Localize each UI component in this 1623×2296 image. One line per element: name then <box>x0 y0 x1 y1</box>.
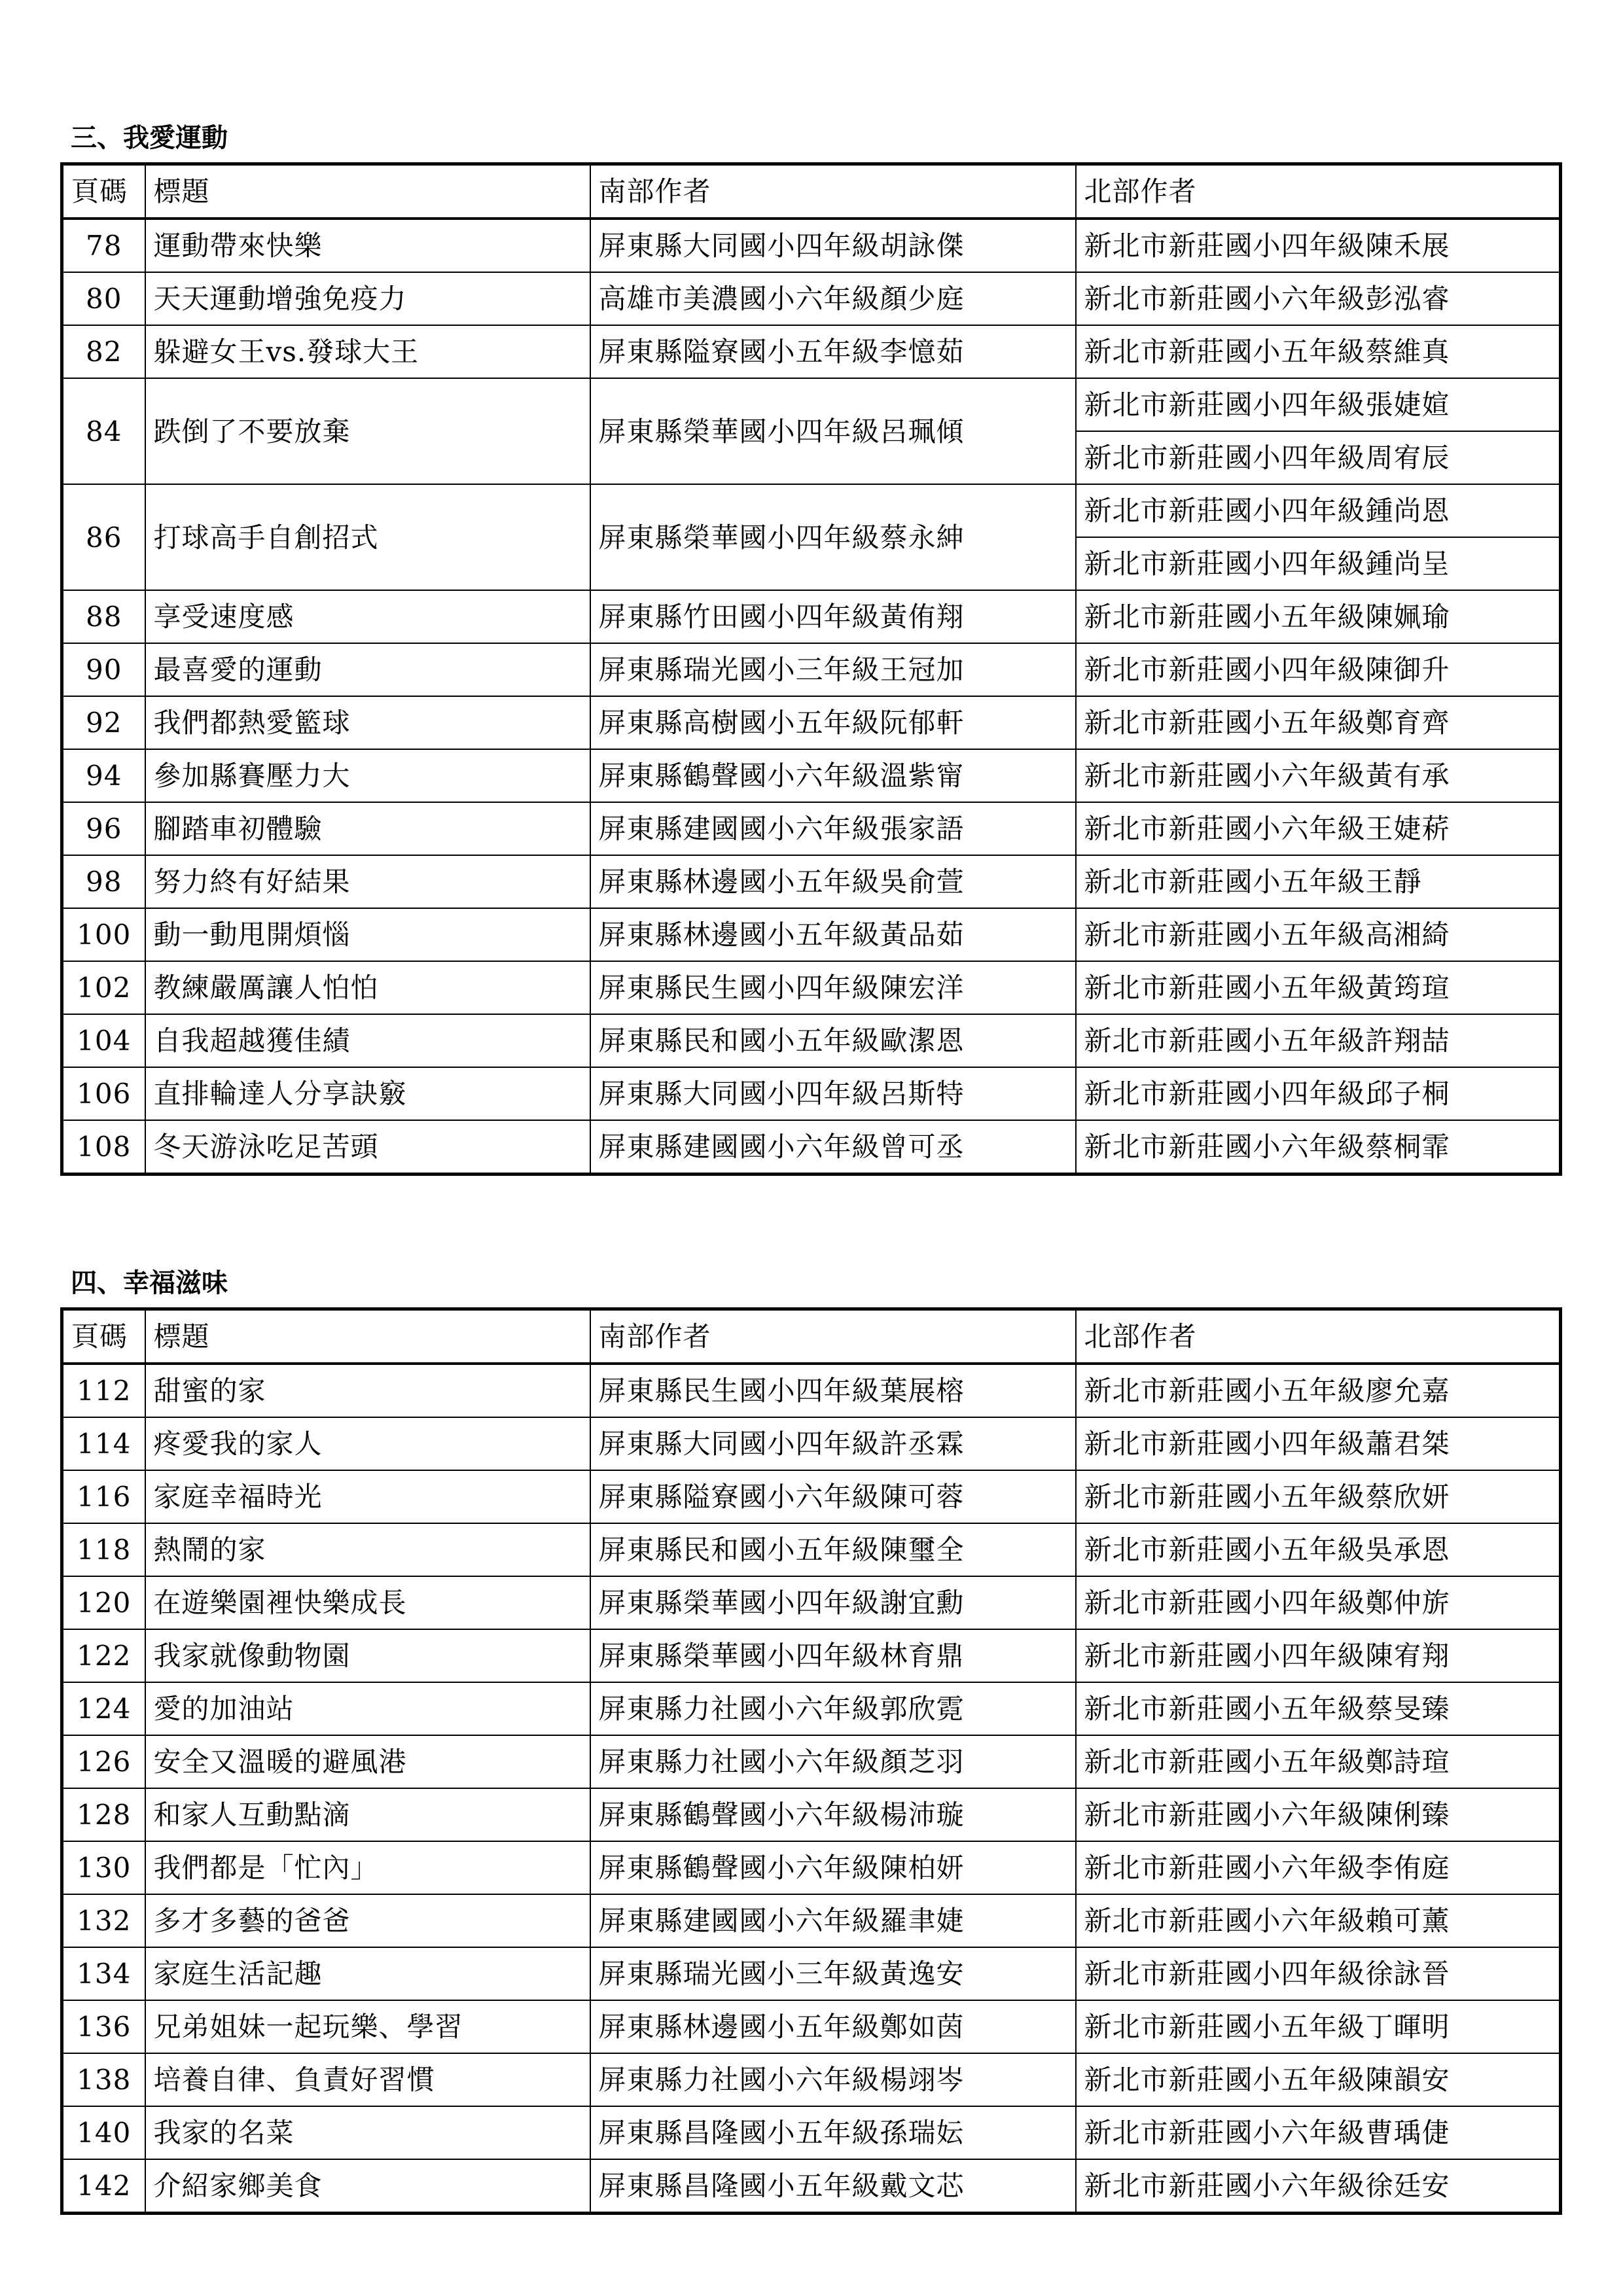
north-author: 新北市新莊國小五年級蔡欣妍 <box>1076 1470 1561 1523</box>
article-title: 跌倒了不要放棄 <box>145 378 590 484</box>
north-author: 新北市新莊國小四年級陳禾展 <box>1076 219 1561 272</box>
south-author: 屏東縣建國國小六年級曾可丞 <box>590 1120 1076 1174</box>
page-number: 92 <box>62 696 145 749</box>
south-author: 屏東縣高樹國小五年級阮郁軒 <box>590 696 1076 749</box>
page-number: 134 <box>62 1947 145 2000</box>
table-row <box>62 855 1561 908</box>
north-author: 新北市新莊國小四年級周宥辰 <box>1076 431 1561 484</box>
table-row <box>62 325 1561 378</box>
north-author: 新北市新莊國小四年級邱子桐 <box>1076 1067 1561 1120</box>
page-number: 112 <box>62 1364 145 1417</box>
article-title: 我們都熱愛籃球 <box>145 696 590 749</box>
page-number: 82 <box>62 325 145 378</box>
south-author: 屏東縣力社國小六年級郭欣霓 <box>590 1682 1076 1735</box>
south-author: 屏東縣民生國小四年級葉展榕 <box>590 1364 1076 1417</box>
article-title: 在遊樂園裡快樂成長 <box>145 1576 590 1629</box>
south-author: 屏東縣瑞光國小三年級黃逸安 <box>590 1947 1076 2000</box>
table-row <box>62 802 1561 855</box>
article-title: 運動帶來快樂 <box>145 219 590 272</box>
article-title: 努力終有好結果 <box>145 855 590 908</box>
north-author: 新北市新莊國小五年級蔡旻臻 <box>1076 1682 1561 1735</box>
article-title: 最喜愛的運動 <box>145 643 590 696</box>
north-author: 新北市新莊國小六年級王婕菥 <box>1076 802 1561 855</box>
article-title: 兄弟姐妹一起玩樂、學習 <box>145 2000 590 2053</box>
article-title: 打球高手自創招式 <box>145 484 590 590</box>
north-author: 新北市新莊國小五年級丁暉明 <box>1076 2000 1561 2053</box>
south-author: 屏東縣竹田國小四年級黃侑翔 <box>590 590 1076 643</box>
table-row <box>62 961 1561 1014</box>
article-title: 天天運動增強免疫力 <box>145 272 590 325</box>
table-row <box>62 378 1561 431</box>
north-author: 新北市新莊國小五年級吳承恩 <box>1076 1523 1561 1576</box>
page-number: 120 <box>62 1576 145 1629</box>
north-author: 新北市新莊國小五年級蔡維真 <box>1076 325 1561 378</box>
south-author: 屏東縣鶴聲國小六年級楊沛璇 <box>590 1788 1076 1841</box>
header-page: 頁碼 <box>62 164 145 219</box>
table-row <box>62 1894 1561 1947</box>
table-row <box>62 2053 1561 2106</box>
header-page: 頁碼 <box>62 1309 145 1364</box>
table-row <box>62 484 1561 537</box>
north-author: 新北市新莊國小五年級鄭詩瑄 <box>1076 1735 1561 1788</box>
page-number: 88 <box>62 590 145 643</box>
north-author: 新北市新莊國小四年級鍾尚恩 <box>1076 484 1561 537</box>
page-number: 142 <box>62 2159 145 2214</box>
article-title: 家庭生活記趣 <box>145 1947 590 2000</box>
article-title: 安全又溫暖的避風港 <box>145 1735 590 1788</box>
south-author: 屏東縣力社國小六年級楊翊岑 <box>590 2053 1076 2106</box>
south-author: 屏東縣民和國小五年級陳璽全 <box>590 1523 1076 1576</box>
north-author: 新北市新莊國小四年級鄭仲旂 <box>1076 1576 1561 1629</box>
north-author: 新北市新莊國小四年級陳宥翔 <box>1076 1629 1561 1682</box>
south-author: 屏東縣林邊國小五年級鄭如茵 <box>590 2000 1076 2053</box>
table-row <box>62 1947 1561 2000</box>
section-title-family: 四、幸福滋味 <box>71 1268 228 1298</box>
north-author: 新北市新莊國小六年級彭泓睿 <box>1076 272 1561 325</box>
south-author: 屏東縣力社國小六年級顏芝羽 <box>590 1735 1076 1788</box>
north-author: 新北市新莊國小五年級黃筠瑄 <box>1076 961 1561 1014</box>
article-title: 教練嚴厲讓人怕怕 <box>145 961 590 1014</box>
north-author: 新北市新莊國小四年級陳御升 <box>1076 643 1561 696</box>
article-title: 多才多藝的爸爸 <box>145 1894 590 1947</box>
south-author: 屏東縣瑞光國小三年級王冠加 <box>590 643 1076 696</box>
table-row <box>62 1523 1561 1576</box>
page-number: 84 <box>62 378 145 484</box>
page-number: 114 <box>62 1417 145 1470</box>
north-author: 新北市新莊國小六年級李侑庭 <box>1076 1841 1561 1894</box>
south-author: 屏東縣榮華國小四年級謝宜勳 <box>590 1576 1076 1629</box>
section-title-sports: 三、我愛運動 <box>71 123 228 153</box>
north-author: 新北市新莊國小六年級陳俐臻 <box>1076 1788 1561 1841</box>
header-title: 標題 <box>145 1309 590 1364</box>
table-row <box>62 1629 1561 1682</box>
table-header-row <box>62 164 1561 219</box>
north-author: 新北市新莊國小五年級高湘綺 <box>1076 908 1561 961</box>
article-title: 享受速度感 <box>145 590 590 643</box>
page-number: 94 <box>62 749 145 802</box>
page-number: 80 <box>62 272 145 325</box>
table-row <box>62 1067 1561 1120</box>
page-number: 130 <box>62 1841 145 1894</box>
article-title: 冬天游泳吃足苦頭 <box>145 1120 590 1174</box>
north-author: 新北市新莊國小五年級陳韻安 <box>1076 2053 1561 2106</box>
article-title: 我家的名菜 <box>145 2106 590 2159</box>
north-author: 新北市新莊國小六年級徐廷安 <box>1076 2159 1561 2214</box>
page-number: 90 <box>62 643 145 696</box>
north-author: 新北市新莊國小五年級陳姵瑜 <box>1076 590 1561 643</box>
table-row <box>62 696 1561 749</box>
table-row <box>62 1364 1561 1417</box>
article-title: 疼愛我的家人 <box>145 1417 590 1470</box>
page-number: 106 <box>62 1067 145 1120</box>
north-author: 新北市新莊國小四年級張婕媗 <box>1076 378 1561 431</box>
table-row <box>62 1014 1561 1067</box>
table-row <box>62 1841 1561 1894</box>
page-number: 126 <box>62 1735 145 1788</box>
article-title: 動一動甩開煩惱 <box>145 908 590 961</box>
table-header-row <box>62 1309 1561 1364</box>
south-author: 屏東縣鶴聲國小六年級溫紫甯 <box>590 749 1076 802</box>
north-author: 新北市新莊國小四年級鍾尚呈 <box>1076 537 1561 590</box>
header-title: 標題 <box>145 164 590 219</box>
page-number: 104 <box>62 1014 145 1067</box>
north-author: 新北市新莊國小四年級蕭君桀 <box>1076 1417 1561 1470</box>
page-number: 140 <box>62 2106 145 2159</box>
table-row <box>62 749 1561 802</box>
page-number: 100 <box>62 908 145 961</box>
page-number: 136 <box>62 2000 145 2053</box>
table-row <box>62 1682 1561 1735</box>
table-row <box>62 2000 1561 2053</box>
table-row <box>62 590 1561 643</box>
header-north-author: 北部作者 <box>1076 164 1561 219</box>
header-south-author: 南部作者 <box>590 1309 1076 1364</box>
table-row <box>62 1120 1561 1174</box>
south-author: 屏東縣林邊國小五年級吳俞萱 <box>590 855 1076 908</box>
north-author: 新北市新莊國小六年級蔡桐霏 <box>1076 1120 1561 1174</box>
page-number: 118 <box>62 1523 145 1576</box>
article-title: 腳踏車初體驗 <box>145 802 590 855</box>
north-author: 新北市新莊國小六年級曹瑀倢 <box>1076 2106 1561 2159</box>
article-title: 熱鬧的家 <box>145 1523 590 1576</box>
north-author: 新北市新莊國小四年級徐詠晉 <box>1076 1947 1561 2000</box>
south-author: 屏東縣建國國小六年級張家語 <box>590 802 1076 855</box>
page-number: 138 <box>62 2053 145 2106</box>
table-row <box>62 1470 1561 1523</box>
page-number: 78 <box>62 219 145 272</box>
article-title: 和家人互動點滴 <box>145 1788 590 1841</box>
south-author: 屏東縣民和國小五年級歐潔恩 <box>590 1014 1076 1067</box>
page-number: 86 <box>62 484 145 590</box>
page-number: 102 <box>62 961 145 1014</box>
header-north-author: 北部作者 <box>1076 1309 1561 1364</box>
south-author: 高雄市美濃國小六年級顏少庭 <box>590 272 1076 325</box>
table-row <box>62 1576 1561 1629</box>
table-row <box>62 643 1561 696</box>
toc-table-sports <box>60 162 1562 1176</box>
south-author: 屏東縣隘寮國小六年級陳可蓉 <box>590 1470 1076 1523</box>
table-row <box>62 1417 1561 1470</box>
article-title: 我家就像動物園 <box>145 1629 590 1682</box>
toc-body <box>62 164 1561 1174</box>
article-title: 培養自律、負責好習慣 <box>145 2053 590 2106</box>
south-author: 屏東縣建國國小六年級羅聿婕 <box>590 1894 1076 1947</box>
page-number: 108 <box>62 1120 145 1174</box>
page-number: 122 <box>62 1629 145 1682</box>
north-author: 新北市新莊國小六年級賴可薰 <box>1076 1894 1561 1947</box>
table-row <box>62 908 1561 961</box>
north-author: 新北市新莊國小五年級廖允嘉 <box>1076 1364 1561 1417</box>
south-author: 屏東縣昌隆國小五年級孫瑞妘 <box>590 2106 1076 2159</box>
article-title: 甜蜜的家 <box>145 1364 590 1417</box>
table-row <box>62 2106 1561 2159</box>
south-author: 屏東縣榮華國小四年級蔡永紳 <box>590 484 1076 590</box>
north-author: 新北市新莊國小五年級王靜 <box>1076 855 1561 908</box>
toc-table-family <box>60 1307 1562 2215</box>
south-author: 屏東縣大同國小四年級許丞霖 <box>590 1417 1076 1470</box>
table-row <box>62 219 1561 272</box>
page-number: 116 <box>62 1470 145 1523</box>
article-title: 愛的加油站 <box>145 1682 590 1735</box>
article-title: 直排輪達人分享訣竅 <box>145 1067 590 1120</box>
south-author: 屏東縣昌隆國小五年級戴文芯 <box>590 2159 1076 2214</box>
table-row <box>62 1788 1561 1841</box>
north-author: 新北市新莊國小六年級黃有承 <box>1076 749 1561 802</box>
page-number: 132 <box>62 1894 145 1947</box>
article-title: 參加縣賽壓力大 <box>145 749 590 802</box>
page-number: 128 <box>62 1788 145 1841</box>
south-author: 屏東縣隘寮國小五年級李憶茹 <box>590 325 1076 378</box>
page-number: 98 <box>62 855 145 908</box>
table-row <box>62 272 1561 325</box>
article-title: 躲避女王vs.發球大王 <box>145 325 590 378</box>
south-author: 屏東縣榮華國小四年級呂珮傾 <box>590 378 1076 484</box>
article-title: 我們都是「忙內」 <box>145 1841 590 1894</box>
north-author: 新北市新莊國小五年級鄭育齊 <box>1076 696 1561 749</box>
south-author: 屏東縣大同國小四年級胡詠傑 <box>590 219 1076 272</box>
north-author: 新北市新莊國小五年級許翔喆 <box>1076 1014 1561 1067</box>
south-author: 屏東縣大同國小四年級呂斯特 <box>590 1067 1076 1120</box>
south-author: 屏東縣林邊國小五年級黃品茹 <box>590 908 1076 961</box>
page-number: 124 <box>62 1682 145 1735</box>
table-row <box>62 2159 1561 2214</box>
south-author: 屏東縣榮華國小四年級林育鼎 <box>590 1629 1076 1682</box>
article-title: 家庭幸福時光 <box>145 1470 590 1523</box>
table-row <box>62 1735 1561 1788</box>
south-author: 屏東縣鶴聲國小六年級陳柏妍 <box>590 1841 1076 1894</box>
toc-body <box>62 1309 1561 2214</box>
article-title: 介紹家鄉美食 <box>145 2159 590 2214</box>
south-author: 屏東縣民生國小四年級陳宏洋 <box>590 961 1076 1014</box>
header-south-author: 南部作者 <box>590 164 1076 219</box>
page-number: 96 <box>62 802 145 855</box>
article-title: 自我超越獲佳績 <box>145 1014 590 1067</box>
